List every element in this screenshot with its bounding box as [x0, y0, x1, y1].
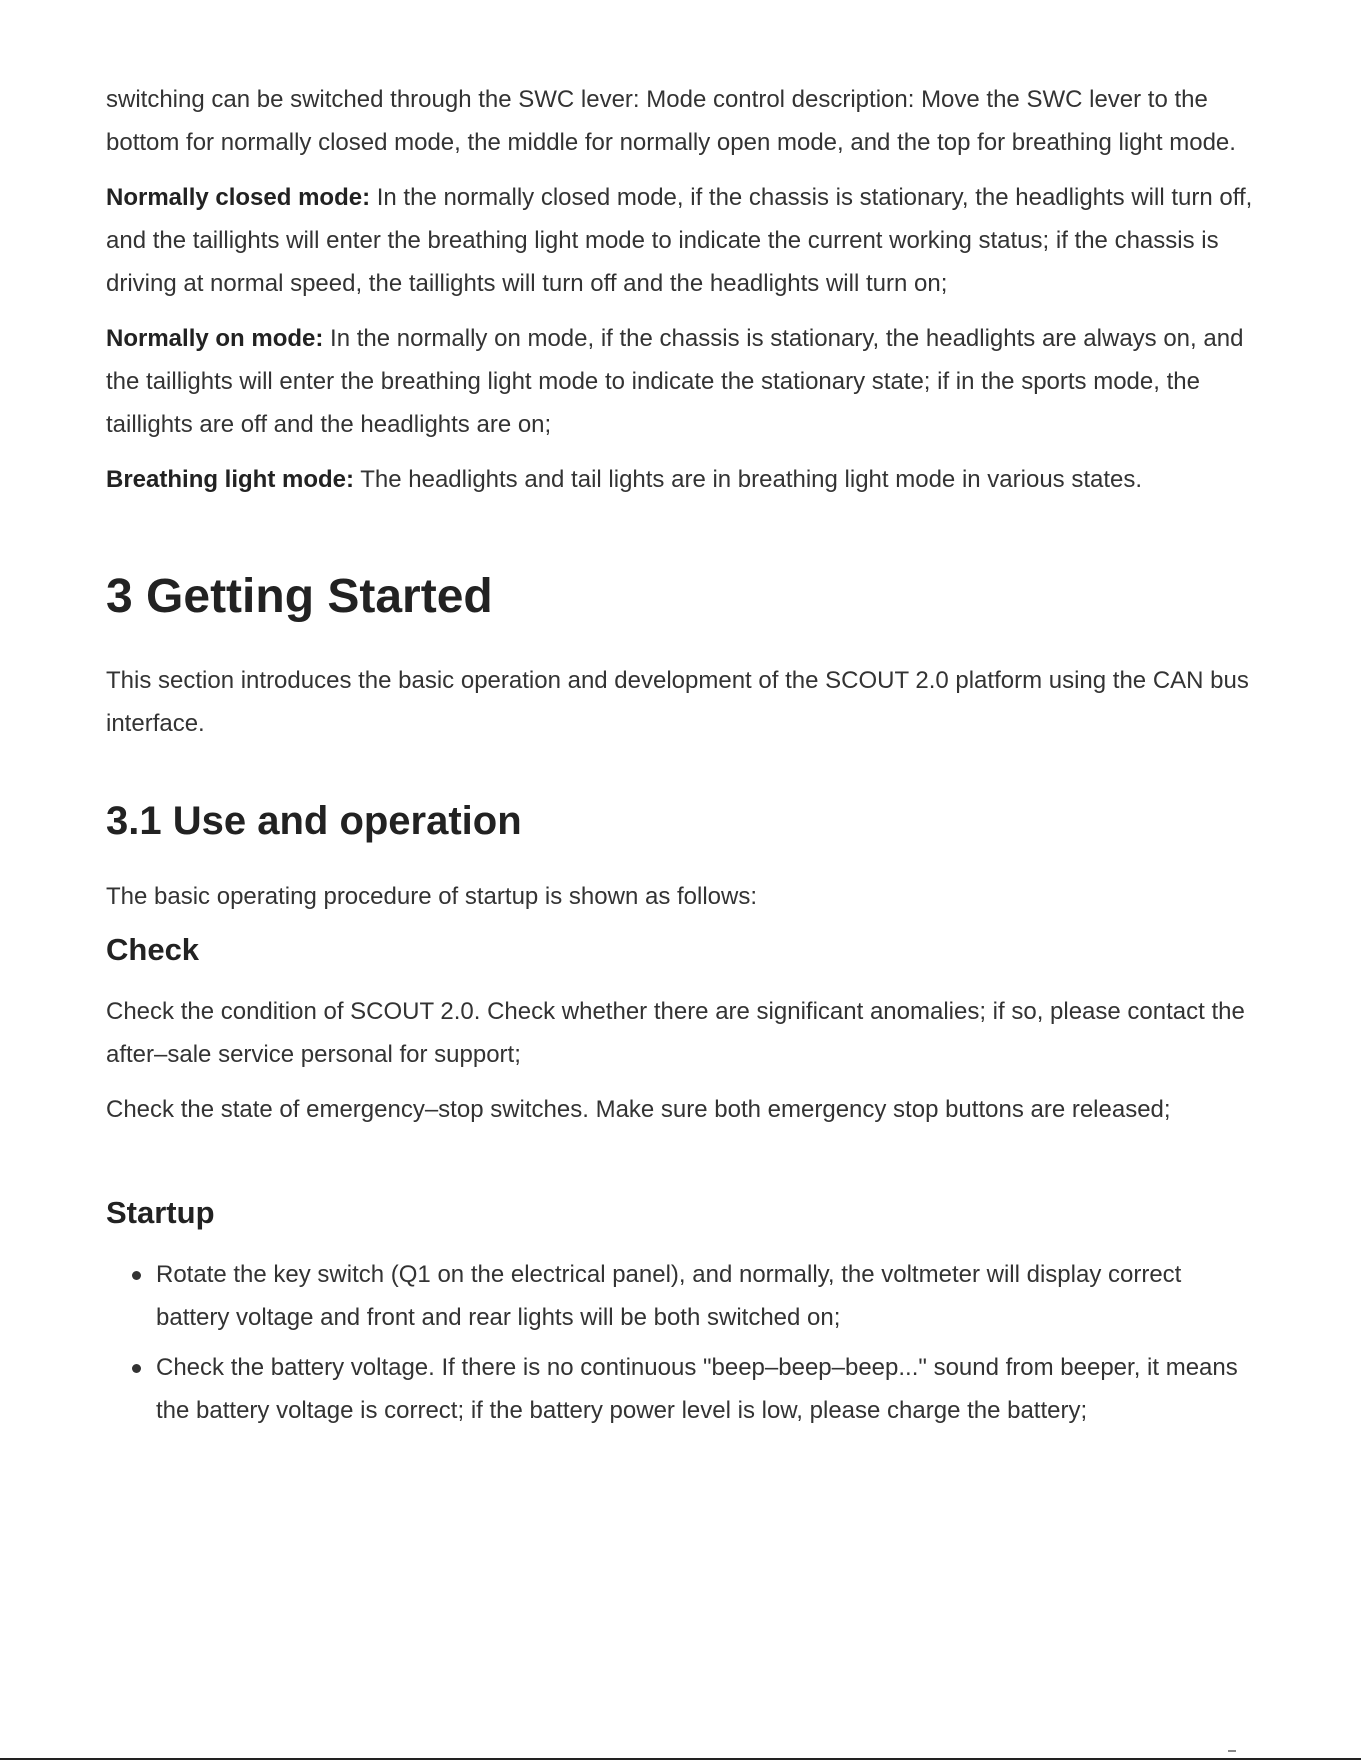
startup-list-item-text: Check the battery voltage. If there is no continuous "beep–beep–beep..." sound from beeper, it means the battery voltage is correct; if the battery power level is low, please charge the battery;	[156, 1354, 1238, 1424]
intro-paragraph: switching can be switched through the SWC lever: Mode control description: Move the SWC lever to the bottom for normally closed mode, the middle for normally open mode, and the top for breathing light mode.	[106, 86, 1236, 156]
mode-normally-closed-label: Normally closed mode:	[106, 184, 371, 211]
check-paragraph: Check the condition of SCOUT 2.0. Check whether there are significant anomalies; if so, please contact the after–sale service personal for support;	[106, 998, 1245, 1068]
mode-breathing-light-label: Breathing light mode:	[106, 466, 354, 493]
startup-heading: Startup	[106, 1195, 215, 1230]
subsection-heading-use-and-operation: 3.1 Use and operation	[106, 799, 522, 843]
bullet-icon	[132, 1271, 141, 1280]
startup-list-item-text: Rotate the key switch (Q1 on the electrical panel), and normally, the voltmeter will display correct battery voltage and front and rear lights will be both switched on;	[156, 1261, 1182, 1331]
mode-normally-closed	[106, 176, 1256, 305]
page-corner-mark	[1228, 1750, 1236, 1752]
mode-normally-closed-text: In the normally closed mode, if the chassis is stationary, the headlights will turn off, and the taillights will enter the breathing light mode to indicate the current working status; if the chassis is driving at normal speed, the taillights will turn off and the headlights will turn on;	[106, 184, 1253, 297]
page-bottom-rule	[0, 1758, 1361, 1760]
document-page	[106, 78, 1256, 1439]
startup-list-item	[156, 1253, 1256, 1339]
section-intro-paragraph: This section introduces the basic operation and development of the SCOUT 2.0 platform using the CAN bus interface.	[106, 667, 1249, 737]
mode-breathing-light-text: The headlights and tail lights are in breathing light mode in various states.	[354, 466, 1143, 493]
mode-normally-on-label: Normally on mode:	[106, 325, 324, 352]
section-heading-getting-started: 3 Getting Started	[106, 570, 493, 623]
mode-normally-on-text: In the normally on mode, if the chassis is stationary, the headlights are always on, and the taillights will enter the breathing light mode to indicate the stationary state; if in the sports mode, the taillights are off and the headlights are on;	[106, 325, 1244, 438]
check-heading: Check	[106, 932, 200, 967]
mode-breathing-light	[106, 458, 1256, 501]
startup-list	[106, 1253, 1256, 1432]
bullet-icon	[132, 1364, 141, 1373]
subsection-intro-paragraph: The basic operating procedure of startup is shown as follows:	[106, 883, 758, 910]
startup-list-item	[156, 1346, 1256, 1432]
check-paragraph: Check the state of emergency–stop switches. Make sure both emergency stop buttons are released;	[106, 1096, 1171, 1123]
mode-normally-on	[106, 317, 1256, 446]
